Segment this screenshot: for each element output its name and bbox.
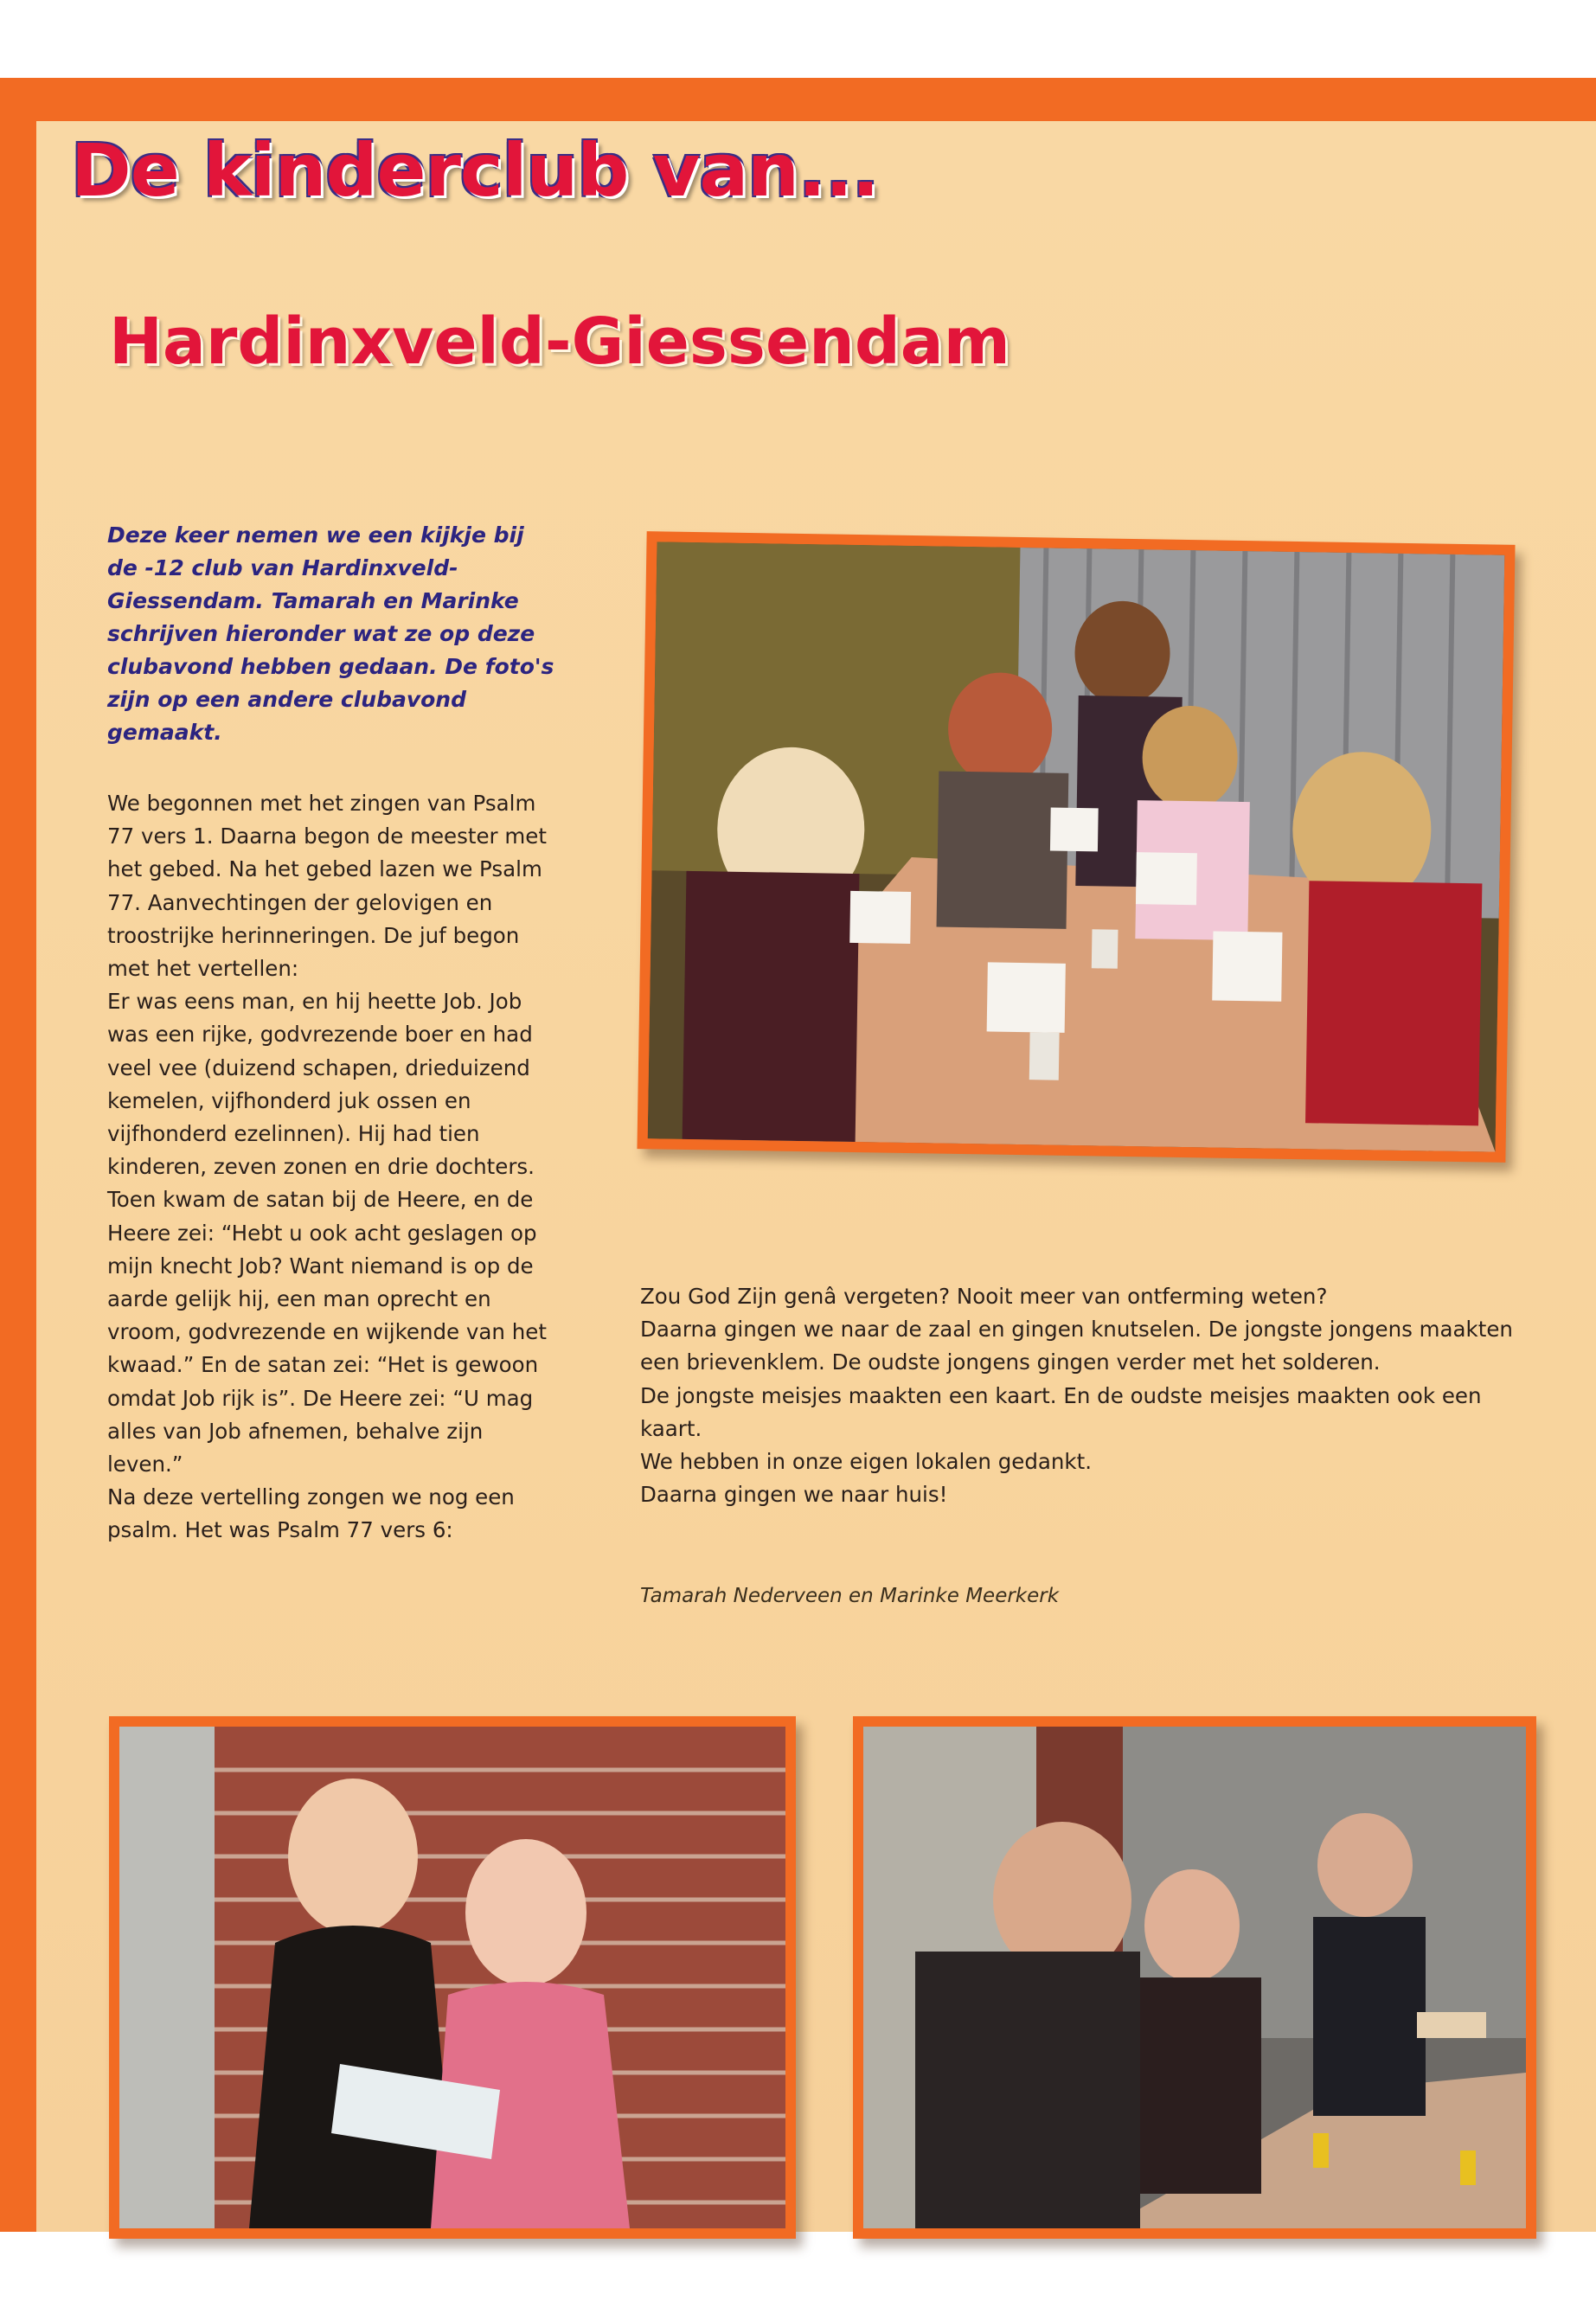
intro-paragraph: Deze keer nemen we een kijkje bij de -12 club van Hardinxveld-Giessendam. Tamarah en Marinke schrijven hieronder wat ze op deze clubavond hebben gedaan. De foto's zijn op een andere clubavond gemaakt. — [107, 522, 554, 745]
body-column-2 — [640, 1280, 1522, 1511]
paragraph: Zou God Zijn genâ vergeten? Nooit meer van ontferming weten? — [640, 1284, 1328, 1309]
photo-bottom-right — [853, 1716, 1536, 2239]
paragraph: We begonnen met het zingen van Psalm 77 vers 1. Daarna begon de meester met het gebed. Na het gebed lazen we Psalm 77. Aanvechtingen der gelovigen en troostrijke herinneringen. De juf begon met het vertellen: — [107, 791, 547, 982]
photo-main — [637, 531, 1515, 1163]
body-column-1 — [107, 787, 557, 1548]
girls-crafting-icon — [648, 542, 1505, 1151]
paragraph: Daarna gingen we naar de zaal en gingen knutselen. De jongste jongens maakten een brievenklem. De oudste jongens gingen verder met het solderen. — [640, 1317, 1513, 1375]
boys-woodworking-icon — [863, 1727, 1526, 2228]
paragraph: We hebben in onze eigen lokalen gedankt. — [640, 1449, 1092, 1475]
photo-bottom-left — [109, 1716, 796, 2239]
title-line-2: Hardinxveld-Giessendam — [109, 304, 1010, 379]
title-line-1: De kinderclub van... — [71, 128, 879, 213]
girls-reading-icon — [119, 1727, 785, 2228]
signature: Tamarah Nederveen en Marinke Meerkerk — [640, 1585, 1060, 1607]
paragraph: De jongste meisjes maakten een kaart. En de oudste meisjes maakten ook een kaart. — [640, 1382, 1482, 1441]
paragraph: Er was eens man, en hij heette Job. Job was een rijke, godvrezende boer en had veel vee (duizend schapen, drieduizend kemelen, vijfhonderd juk ossen en vijfhonderd ezelinnen). Hij had tien kinderen, zeven zonen en drie dochters. Toen kwam de satan bij de Heere, en de Heere zei: “Hebt u ook acht geslagen op mijn knecht Job? Want niemand is op de aarde gelijk hij, een man oprecht en vroom, godvrezende en wijkende van het kwaad.” En de satan zei: “Het is gewoon omdat Job rijk is”. De Heere zei: “U mag alles van Job afnemen, behalve zijn leven.” — [107, 989, 547, 1477]
paragraph: Daarna gingen we naar huis! — [640, 1482, 948, 1508]
paragraph: Na deze vertelling zongen we nog een psalm. Het was Psalm 77 vers 6: — [107, 1484, 515, 1543]
